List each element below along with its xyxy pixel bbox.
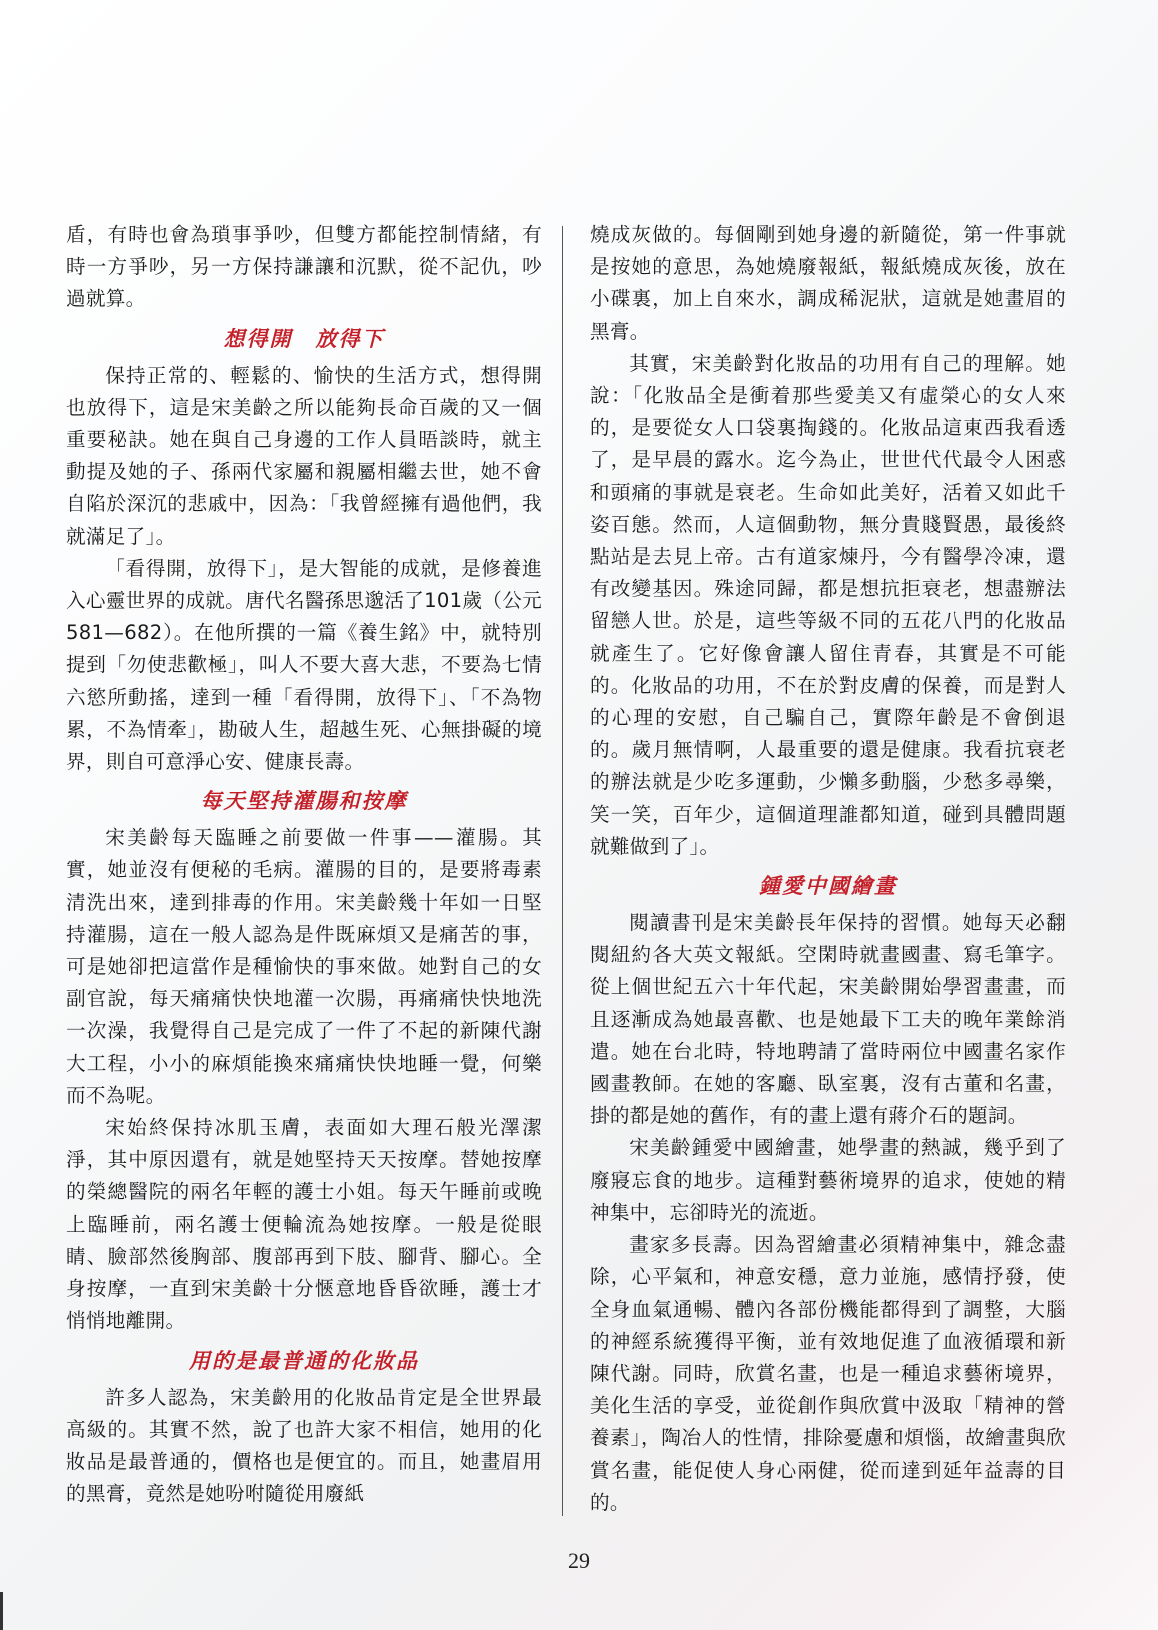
scan-edge-mark bbox=[0, 1592, 3, 1630]
right-column bbox=[590, 219, 1066, 1519]
paragraph: 「看得開，放得下」，是大智能的成就，是修養進入心靈世界的成就。唐代名醫孫思邈活了101歲（公元581—682）。在他所撰的一篇《養生銘》中，就特別提到「勿使悲歡極」，叫人不要大喜大悲，不要為七情六慾所動搖，達到一種「看得開，放得下」、「不為物累，不為情牽」，勘破人生，超越生死、心無掛礙的境界，則自可意淨心安、健康長壽。 bbox=[66, 556, 542, 774]
section-heading: 每天堅持灌腸和按摩 bbox=[200, 788, 408, 814]
left-column bbox=[66, 219, 542, 1510]
paragraph: 燒成灰做的。每個剛到她身邊的新隨從，第一件事就是按她的意思，為她燒廢報紙，報紙燒成灰後，放在小碟裏，加上自來水，調成稀泥狀，這就是她畫眉的黑膏。 bbox=[590, 223, 1066, 343]
paragraph: 保持正常的、輕鬆的、愉快的生活方式，想得開也放得下，這是宋美齡之所以能夠長命百歲的又一個重要秘訣。她在與自己身邊的工作人員晤談時，就主動提及她的子、孫兩代家屬和親屬相繼去世，她不會自陷於深沉的悲戚中，因為：「我曾經擁有過他們，我就滿足了」。 bbox=[66, 363, 542, 548]
paragraph: 畫家多長壽。因為習繪畫必須精神集中，雜念盡除，心平氣和，神意安穩，意力並施，感情抒發，使全身血氣通暢、體內各部份機能都得到了調整，大腦的神經系統獲得平衡，並有效地促進了血液循環和新陳代謝。同時，欣賞名畫，也是一種追求藝術境界，美化生活的享受，並從創作與欣賞中汲取「精神的營養素」，陶冶人的性情，排除憂慮和煩惱，故繪畫與欣賞名畫，能促使人身心兩健，從而達到延年益壽的目的。 bbox=[590, 1233, 1066, 1514]
paragraph: 宋美齡鍾愛中國繪畫，她學畫的熱誠，幾乎到了廢寢忘食的地步。這種對藝術境界的追求，使她的精神集中，忘卻時光的流逝。 bbox=[590, 1136, 1066, 1224]
page-number: 29 bbox=[568, 1548, 590, 1573]
paragraph: 宋美齡每天臨睡之前要做一件事——灌腸。其實，她並沒有便秘的毛病。灌腸的目的，是要將毒素清洗出來，達到排毒的作用。宋美齡幾十年如一日堅持灌腸，這在一般人認為是件既麻煩又是痛苦的事，可是她卻把這當作是種愉快的事來做。她對自己的女副官說，每天痛痛快快地灌一次腸，再痛痛快快地洗一次澡，我覺得自己是完成了一件了不起的新陳代謝大工程，小小的麻煩能換來痛痛快快地睡一覺，何樂而不為呢。 bbox=[66, 826, 542, 1107]
section-heading: 想得開 放得下 bbox=[223, 325, 385, 351]
section-heading: 鍾愛中國繪畫 bbox=[759, 873, 897, 899]
paragraph: 閱讀書刊是宋美齡長年保持的習慣。她每天必翻閱紐約各大英文報紙。空閑時就畫國畫、寫毛筆字。從上個世紀五六十年代起，宋美齡開始學習畫畫，而且逐漸成為她最喜歡、也是她最下工夫的晚年業餘消遣。她在台北時，特地聘請了當時兩位中國畫名家作國畫教師。在她的客廳、臥室裏，沒有古董和名畫，掛的都是她的舊作，有的畫上還有蔣介石的題詞。 bbox=[590, 911, 1066, 1128]
column-divider bbox=[562, 226, 563, 1516]
paragraph: 其實，宋美齡對化妝品的功用有自己的理解。她說：「化妝品全是衝着那些愛美又有虛榮心的女人來的，是要從女人口袋裏掏錢的。化妝品這東西我看透了，是早晨的露水。迄今為止，世世代代最令人困惑和頭痛的事就是衰老。生命如此美好，活着又如此千姿百態。然而，人這個動物，無分貴賤賢愚，最後終點站是去見上帝。古有道家煉丹，今有醫學冷凍，還有改變基因。殊途同歸，都是想抗拒衰老，想盡辦法留戀人世。於是，這些等級不同的五花八門的化妝品就產生了。它好像會讓人留住青春，其實是不可能的。化妝品的功用，不在於對皮膚的保養，而是對人的心理的安慰，自己騙自己，實際年齡是不會倒退的。歲月無情啊，人最重要的還是健康。我看抗衰老的辦法就是少吃多運動，少懶多動腦，少愁多尋樂，笑一笑，百年少，這個道理誰都知道，碰到具體問題就難做到了」。 bbox=[590, 351, 1066, 858]
paragraph: 盾，有時也會為瑣事爭吵，但雙方都能控制情緒，有時一方爭吵，另一方保持謙讓和沉默，從不記仇，吵過就算。 bbox=[66, 223, 542, 311]
section-heading: 用的是最普通的化妝品 bbox=[189, 1347, 419, 1373]
paragraph: 宋始終保持冰肌玉膚，表面如大理石般光澤潔淨，其中原因還有，就是她堅持天天按摩。替她按摩的榮總醫院的兩名年輕的護士小姐。每天午睡前或晚上臨睡前，兩名護士便輪流為她按摩。一般是從眼睛、臉部然後胸部、腹部再到下肢、腳背、腳心。全身按摩，一直到宋美齡十分愜意地昏昏欲睡，護士才悄悄地離開。 bbox=[66, 1116, 542, 1333]
paragraph: 許多人認為，宋美齡用的化妝品肯定是全世界最高級的。其實不然，說了也許大家不相信，她用的化妝品是最普通的，價格也是便宜的。而且，她畫眉用的黑膏，竟然是她吩咐隨從用廢紙 bbox=[66, 1385, 542, 1506]
